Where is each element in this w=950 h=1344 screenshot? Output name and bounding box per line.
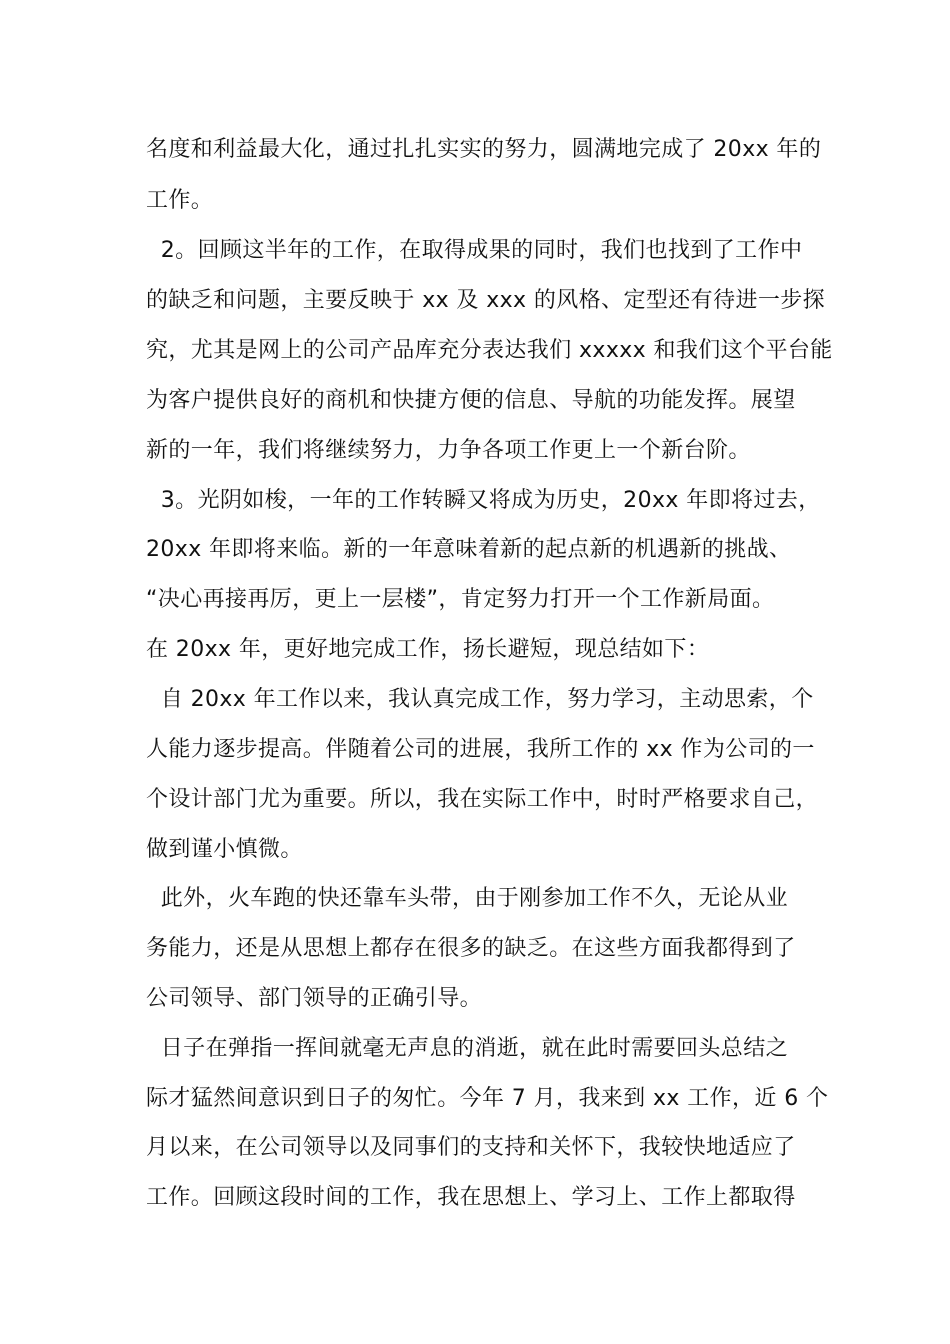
text-line: 在 20xx 年，更好地完成工作，扬长避短，现总结如下： (146, 637, 710, 662)
text-line: 2。回顾这半年的工作，在取得成果的同时，我们也找到了工作中 (146, 238, 803, 263)
text-line: 务能力，还是从思想上都存在很多的缺乏。在这些方面我都得到了 (146, 936, 796, 961)
text-line: “决心再接再厉，更上一层楼”，肯定努力打开一个工作新局面。 (146, 587, 775, 612)
text-line: 日子在弹指一挥间就毫无声息的消逝，就在此时需要回头总结之 (146, 1036, 788, 1061)
text-line: 月以来，在公司领导以及同事们的支持和关怀下，我较快地适应了 (146, 1135, 796, 1160)
text-line: 3。光阴如梭，一年的工作转瞬又将成为历史，20xx 年即将过去， (146, 488, 821, 513)
text-line: 此外，火车跑的快还靠车头带，由于刚参加工作不久，无论从业 (146, 886, 788, 911)
text-line: 人能力逐步提高。伴随着公司的进展，我所工作的 xx 作为公司的一 (146, 737, 815, 762)
text-line: 自 20xx 年工作以来，我认真完成工作，努力学习，主动思索，个 (146, 687, 814, 712)
text-line: 名度和利益最大化，通过扎扎实实的努力，圆满地完成了 20xx 年的 (146, 137, 822, 162)
text-line: 工作。 (146, 188, 214, 213)
text-line: 际才猛然间意识到日子的匆忙。今年 7 月，我来到 xx 工作，近 6 个 (146, 1086, 829, 1111)
text-line: 个设计部门尤为重要。所以，我在实际工作中，时时严格要求自己， (146, 787, 819, 812)
text-line: 为客户提供良好的商机和快捷方便的信息、导航的功能发挥。展望 (146, 388, 796, 413)
text-line: 究，尤其是网上的公司产品库充分表达我们 xxxxx 和我们这个平台能 (146, 338, 833, 363)
text-line: 20xx 年即将来临。新的一年意味着新的起点新的机遇新的挑战、 (146, 537, 792, 562)
text-line: 新的一年，我们将继续努力，力争各项工作更上一个新台阶。 (146, 438, 751, 463)
text-line: 工作。回顾这段时间的工作，我在思想上、学习上、工作上都取得 (146, 1185, 796, 1210)
text-line: 做到谨小慎微。 (146, 837, 303, 862)
text-line: 公司领导、部门领导的正确引导。 (146, 986, 483, 1011)
text-line: 的缺乏和问题，主要反映于 xx 及 xxx 的风格、定型还有待进一步探 (146, 288, 826, 313)
